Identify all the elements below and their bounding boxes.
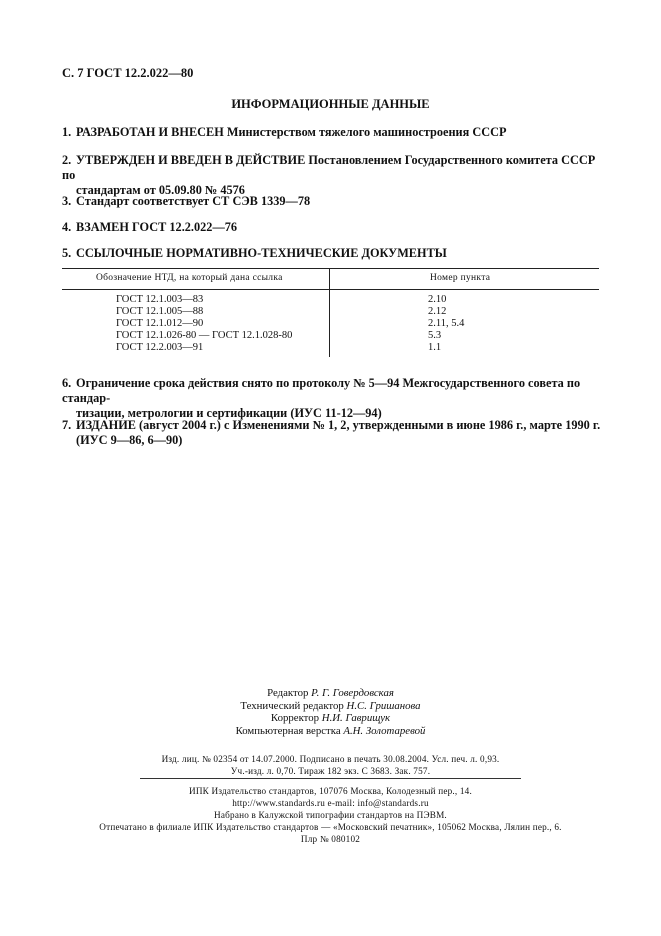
list-item: [62, 194, 610, 209]
list-item: [62, 153, 610, 198]
table-cell: ГОСТ 12.1.026-80 — ГОСТ 12.1.028-80: [116, 330, 293, 341]
table-cell: ГОСТ 12.1.005—88: [116, 306, 204, 317]
publisher-line: Набрано в Калужской типографии стандартов на ПЭВМ.: [214, 810, 447, 820]
imprint: [0, 753, 661, 777]
divider: [140, 778, 521, 779]
item-text: Стандарт соответствует СТ СЭВ 1339—78: [76, 194, 311, 208]
item-number: 4.: [62, 220, 72, 234]
publisher-line: Отпечатано в филиале ИПК Издательство стандартов — «Московский печатник», 105062 Москва, Лялин пер., 6.: [99, 822, 562, 832]
list-item: [62, 376, 610, 421]
publisher-line: http://www.standards.ru e-mail: info@standards.ru: [232, 798, 429, 808]
credits: [0, 687, 661, 737]
item-text: ИЗДАНИЕ (август 2004 г.) с Изменениями № 1, 2, утвержденными в июне 1986 г., марте 1990 г.: [76, 418, 601, 432]
credit-line: [0, 687, 661, 700]
table-cell: 2.12: [428, 306, 447, 317]
credit-role: Корректор: [270, 712, 320, 724]
publisher-line: ИПК Издательство стандартов, 107076 Москва, Колодезный пер., 14.: [189, 786, 472, 796]
table-cell: 2.11, 5.4: [428, 318, 465, 329]
credit-role: Компьютерная верстка: [235, 724, 341, 737]
item-text: УТВЕРЖДЕН И ВВЕДЕН В ДЕЙСТВИЕ Постановлением Государственного комитета СССР по: [62, 153, 596, 182]
credit-line: [0, 712, 661, 725]
list-item: [62, 220, 610, 235]
table-header-clause: Номер пункта: [430, 273, 491, 283]
item-text: Ограничение срока действия снято по протоколу № 5—94 Межгосударственного совета по стандар-: [62, 376, 581, 405]
credit-role: Редактор: [267, 687, 309, 699]
list-item: [62, 246, 610, 261]
imprint-line: Изд. лиц. № 02354 от 14.07.2000. Подписано в печать 30.08.2004. Усл. печ. л. 0,93.: [161, 754, 500, 764]
item-number: 6.: [62, 376, 72, 390]
table-header-rule: [62, 289, 599, 290]
credit-name: Н.С. Гришанова: [346, 699, 421, 712]
credit-line: [0, 725, 661, 738]
item-continuation: (ИУС 9—86, 6—90): [76, 433, 183, 447]
table-cell: ГОСТ 12.2.003—91: [116, 342, 204, 353]
publisher-line: Плр № 080102: [300, 834, 361, 844]
credit-name: А.Н. Золотаревой: [343, 724, 426, 737]
item-number: 7.: [62, 418, 72, 432]
item-number: 5.: [62, 246, 72, 260]
credit-line: [0, 700, 661, 713]
table-cell: 5.3: [428, 330, 442, 341]
item-continuation: тизации, метрологии и сертификации (ИУС 11-12—94): [76, 406, 382, 420]
publisher-info: [0, 785, 661, 845]
item-number: 1.: [62, 125, 72, 139]
table-cell: 1.1: [428, 342, 442, 353]
page-header: С. 7 ГОСТ 12.2.022—80: [62, 66, 194, 80]
imprint-line: Уч.-изд. л. 0,70. Тираж 182 экз. С 3683. Зак. 757.: [230, 766, 431, 776]
list-item: [62, 125, 610, 140]
table-cell: ГОСТ 12.1.012—90: [116, 318, 204, 329]
table-column-divider: [329, 268, 330, 357]
item-continuation: стандартам от 05.09.80 № 4576: [76, 183, 245, 197]
item-text: ССЫЛОЧНЫЕ НОРМАТИВНО-ТЕХНИЧЕСКИЕ ДОКУМЕНТЫ: [76, 246, 447, 260]
list-item: [62, 418, 610, 448]
page-title: ИНФОРМАЦИОННЫЕ ДАННЫЕ: [231, 97, 430, 111]
table-top-rule: [62, 268, 599, 269]
credit-role: Технический редактор: [240, 699, 344, 712]
table-header-designation: Обозначение НТД, на который дана ссылка: [96, 273, 283, 283]
credit-name: Р. Г. Говердовская: [311, 687, 394, 699]
table-cell: ГОСТ 12.1.003—83: [116, 294, 204, 305]
item-number: 2.: [62, 153, 72, 167]
credit-name: Н.И. Гаврищук: [321, 712, 391, 724]
item-number: 3.: [62, 194, 72, 208]
table-cell: 2.10: [428, 294, 447, 305]
item-text: ВЗАМЕН ГОСТ 12.2.022—76: [76, 220, 238, 234]
item-text: РАЗРАБОТАН И ВНЕСЕН Министерством тяжелого машиностроения СССР: [76, 125, 507, 139]
